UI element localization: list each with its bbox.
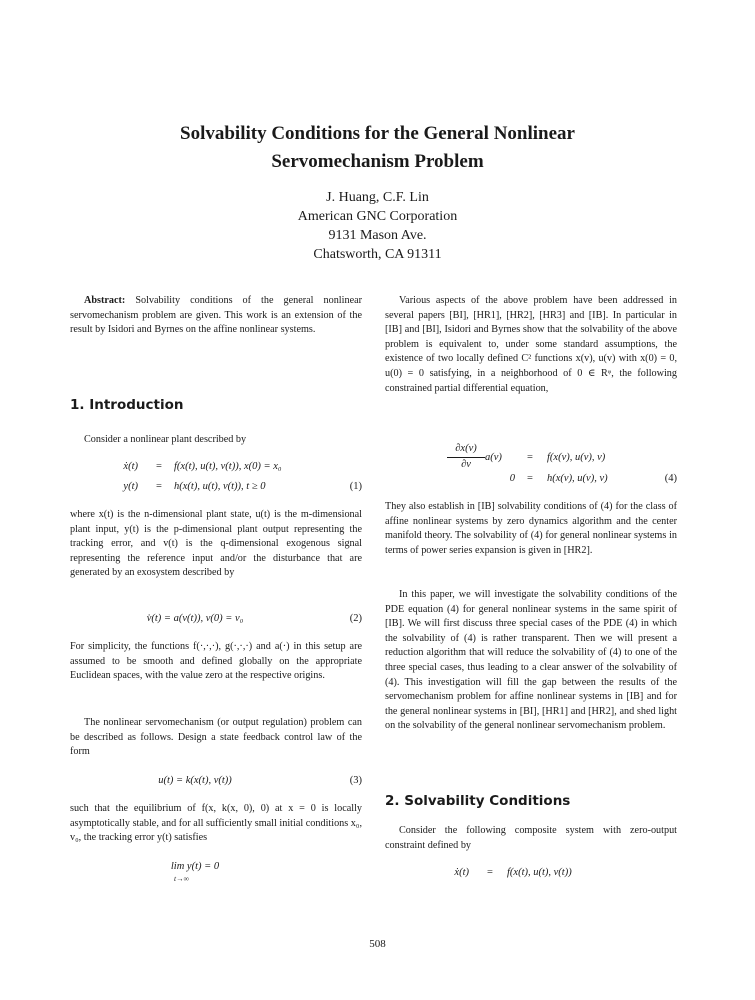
equation-4b xyxy=(385,472,677,488)
eq4b-equals: = xyxy=(527,473,533,484)
eq3-number: (3) xyxy=(349,775,362,786)
intro-paragraph-1: Consider a nonlinear plant described by xyxy=(84,434,247,445)
right-paragraph-2: They also establish in [IB] solvability conditions of (4) for the class of affine nonlinear systems by zero dynamics algorithm and the center manifold theory. The solvability of (4) for general nonlinear systems in terms of power series expansion is given in [HR2]. xyxy=(385,501,677,556)
abstract-label: Abstract: xyxy=(84,295,126,306)
affiliation: American GNC Corporation xyxy=(297,209,458,224)
eq4a-equals: = xyxy=(527,452,533,463)
right-paragraph-1: Various aspects of the above problem have been addressed in several papers [BI], [HR1], [HR2], [HR3] and [IB]. In particular in [IB] and [BI], Isidori and Byrnes show that the solvability of the above problem is equivalent to, under some standard assumptions, the existence of two locally defined C² functions x(v), u(v) with x(0) = 0, u(0) = 0 satisfying, in a neighborhood of 0 ∈ Rᵠ, the following constrained partial differential equation, xyxy=(385,295,677,394)
eq3-expression: u(t) = k(x(t), v(t)) xyxy=(158,775,232,786)
eq5-equals: = xyxy=(487,867,493,878)
eq5-lhs: ẋ(t) xyxy=(454,867,469,878)
equation-1a xyxy=(70,460,362,476)
page-number: 508 xyxy=(369,938,386,950)
eq5-rhs: f(x(t), u(t), v(t)) xyxy=(507,867,572,878)
eq1a-equals: = xyxy=(156,461,162,472)
section-1-heading: 1. Introduction xyxy=(70,397,184,413)
eq1a-lhs: ẋ(t) xyxy=(123,461,138,472)
intro-paragraph-2: where x(t) is the n-dimensional plant state, u(t) is the m-dimensional plant input, y(t) is the p-dimensional plant output representing the tracking error, and v(t) is the q-dimensional exogenous signal representing the reference input and/or the disturbance that are generated by an exosystem described by xyxy=(70,509,362,579)
eq1b-lhs: y(t) xyxy=(123,481,138,492)
address-line-2: Chatsworth, CA 91311 xyxy=(313,247,442,262)
equation-2 xyxy=(70,612,362,628)
eq4b-rhs: h(x(v), u(v), v) xyxy=(547,473,608,484)
eq1b-equals: = xyxy=(156,481,162,492)
eq1b-rhs: h(x(t), u(t), v(t)), t ≥ 0 xyxy=(174,481,266,492)
eq4b-lhs: 0 xyxy=(509,473,515,484)
eq4-fraction-numerator: ∂x(v) xyxy=(447,442,485,458)
eq1a-rhs: f(x(t), u(t), v(t)), x(0) = x₀ xyxy=(174,461,282,472)
eq4a-rhs: f(x(v), u(v), v) xyxy=(547,452,606,463)
eq4a-lhs-tail: a(v) xyxy=(485,452,502,463)
eq-limit-expression: lim y(t) = 0 xyxy=(170,861,220,872)
authors: J. Huang, C.F. Lin xyxy=(326,190,429,205)
equation-3 xyxy=(70,774,362,790)
right-paragraph-3: In this paper, we will investigate the solvability conditions of the PDE equation (4) for general nonlinear systems in the same spirit of [IB]. We will first discuss three special cases of the PDE (4) in which the solvability of (4) is rather transparent. Then we will present a reduction algorithm that will reduce the solvability of (4) to one of the three special cases, thus leading to a clear answer of the solvability of (4). This investigation will fill the gap between the results of the servomechanism problem for affine nonlinear systems in [IB] and for the general nonlinear systems in [BI], [HR1] and [HR2], and shed light on the solvability of the general nonlinear servomechanism problem. xyxy=(385,589,677,732)
equation-limit xyxy=(70,860,362,883)
equation-5 xyxy=(385,866,677,882)
abstract-text: Solvability conditions of the general nonlinear servomechanism problem are given. This work is an extension of the result by Isidori and Byrnes on the affine nonlinear systems. xyxy=(70,295,363,336)
eq4-fraction xyxy=(447,442,485,472)
equation-1b xyxy=(70,480,362,496)
title-line-1: Solvability Conditions for the General Nonlinear xyxy=(180,123,575,144)
eq4-fraction-denominator: ∂v xyxy=(461,458,471,470)
title-line-2: Servomechanism Problem xyxy=(271,151,484,172)
equation-4a xyxy=(385,442,677,476)
right-paragraph-4: Consider the following composite system with zero-output constraint defined by xyxy=(385,825,677,851)
intro-paragraph-4: The nonlinear servomechanism (or output regulation) problem can be described as follows. Design a state feedback control law of the form xyxy=(70,717,362,758)
eq2-number: (2) xyxy=(349,613,362,624)
author-block xyxy=(150,188,605,264)
abstract xyxy=(70,294,362,338)
address-line-1: 9131 Mason Ave. xyxy=(328,228,427,243)
paper-title xyxy=(60,120,695,176)
section-2-heading: 2. Solvability Conditions xyxy=(385,793,571,809)
eq4-number: (4) xyxy=(664,473,677,484)
eq-limit-subscript: t→∞ xyxy=(174,874,189,883)
intro-paragraph-5: such that the equilibrium of f(x, k(x, 0), 0) at x = 0 is locally asymptotically stable, and for all sufficiently small initial conditions x₀, v₀, the tracking error y(t) satisfies xyxy=(70,803,362,844)
eq1-number: (1) xyxy=(349,481,362,492)
eq2-expression: v̇(t) = a(v(t)), v(0) = v₀ xyxy=(146,613,244,624)
intro-paragraph-3: For simplicity, the functions f(·,·,·), g(·,·,·) and a(·) in this setup are assumed to be smooth and defined globally on the appropriate Euclidean spaces, with the value zero at the respective origins. xyxy=(70,641,362,682)
